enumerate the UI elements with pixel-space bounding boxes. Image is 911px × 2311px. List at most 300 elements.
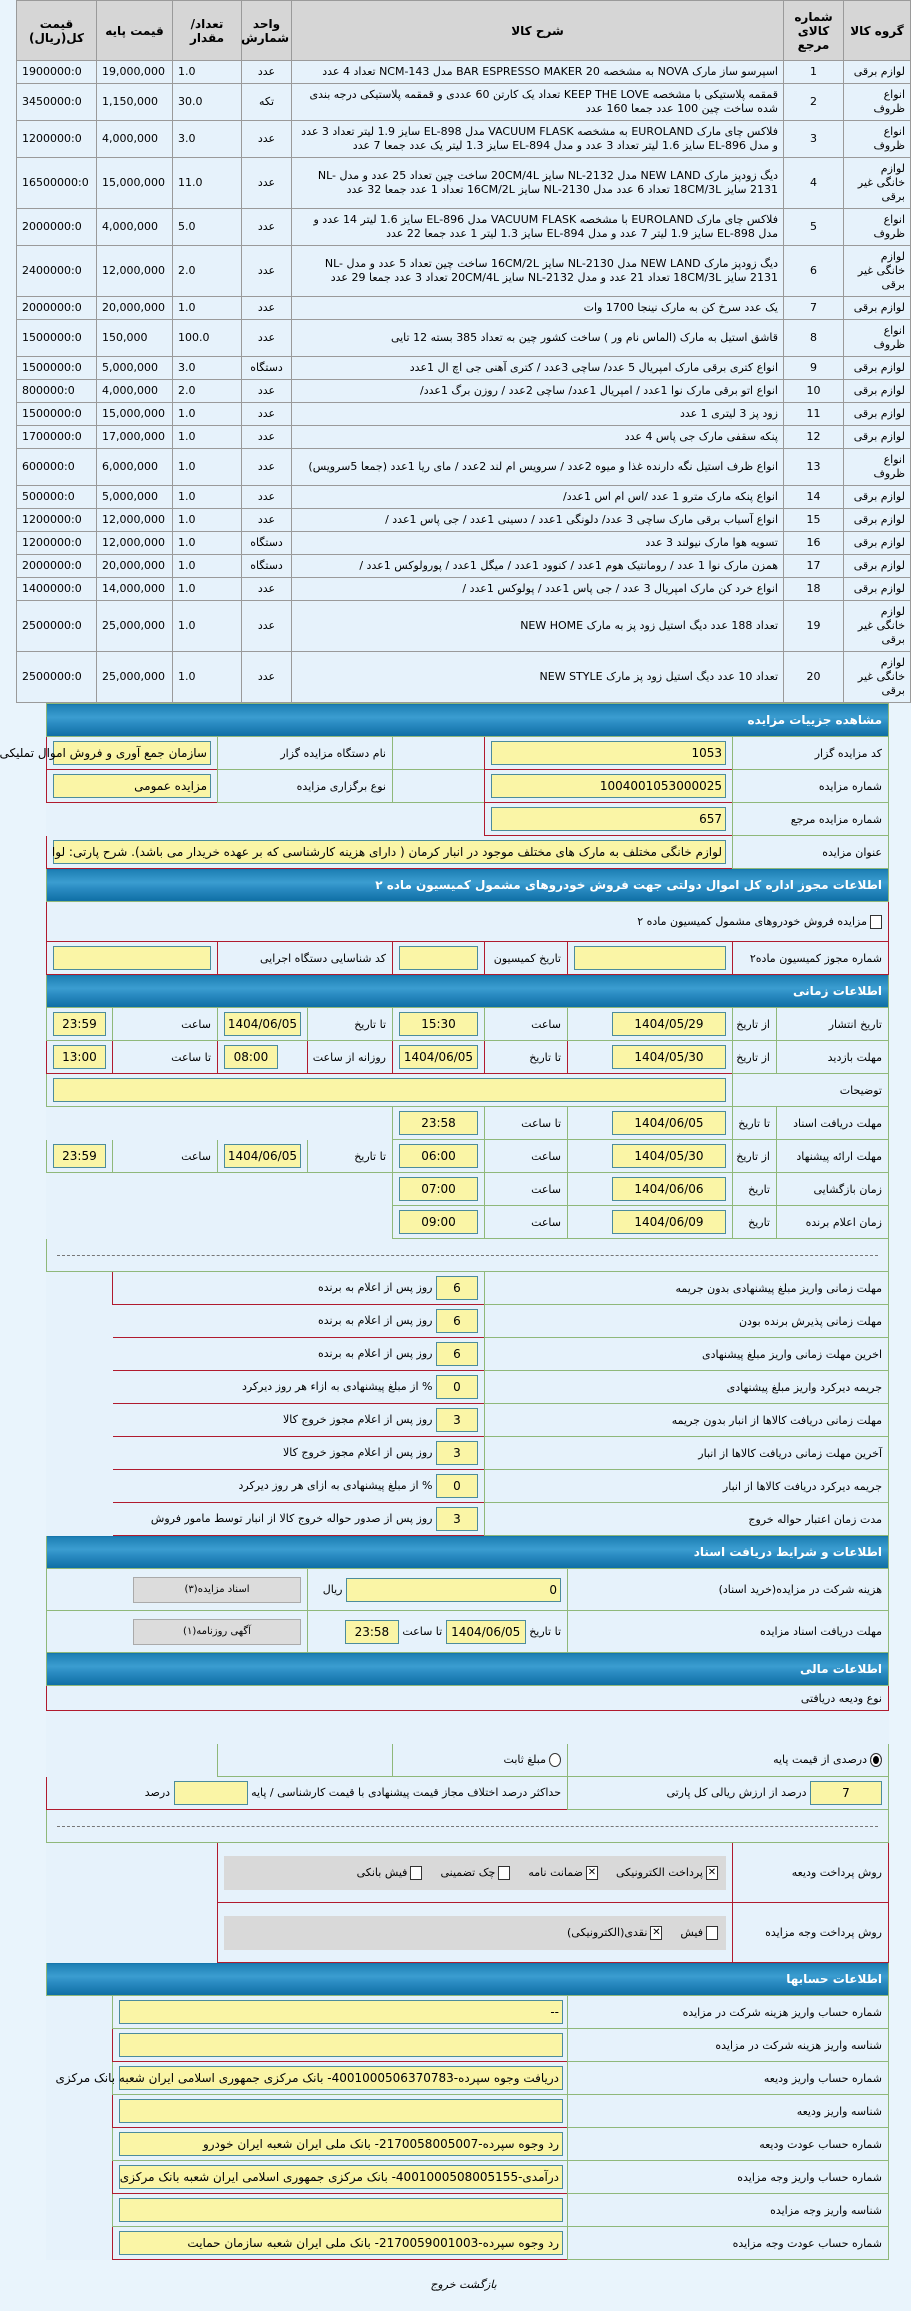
col-group: گروه کالا [844, 1, 911, 61]
cell-desc: انواع پنکه مارک مترو 1 عدد /اس ام اس 1عدد/ [292, 486, 784, 509]
label-ref: شماره مزایده مرجع [733, 803, 889, 836]
label-to-date: تا تاریخ [529, 1624, 561, 1638]
field-ref[interactable]: 657 [491, 807, 726, 831]
deadline-row [46, 1437, 888, 1470]
cell-group: انواع ظروف [844, 84, 911, 121]
percent-suffix: درصد از ارزش ریالی کل پارتی [666, 1786, 807, 1799]
checkbox-icon[interactable] [498, 1866, 510, 1880]
cell-desc: تعداد 188 عدد دیگ استیل زود پز به مارک NEW HOME [292, 601, 784, 652]
label-to-date: تا تاریخ [308, 1008, 393, 1041]
field-org[interactable]: سازمان جمع آوری و فروش اموال تملیکی [53, 741, 211, 765]
cell-qty: 1.0 [173, 403, 242, 426]
cell-total: 1500000:0 [17, 403, 97, 426]
account-row [46, 2029, 888, 2062]
table-row [17, 121, 911, 158]
field-visit-daily-to[interactable]: 13:00 [53, 1045, 106, 1069]
cell-base-price: 14,000,000 [97, 578, 173, 601]
cell-base-price: 20,000,000 [97, 297, 173, 320]
cell-base-price: 4,000,000 [97, 121, 173, 158]
items-header-row [17, 1, 911, 61]
field-notes[interactable] [53, 1078, 726, 1102]
account-field[interactable]: رد وجوه سپرده-2170058005007- بانک ملی ایران شعبه ایران خودرو [119, 2132, 563, 2156]
table-row [17, 426, 911, 449]
field-offer-to-time[interactable]: 23:59 [53, 1144, 106, 1168]
col-total: قیمت کل(ریال) [17, 1, 97, 61]
table-row [17, 158, 911, 209]
field-publish-to-time[interactable]: 23:59 [53, 1012, 106, 1036]
field-publish-from[interactable]: 1404/05/29 [612, 1012, 726, 1036]
field-permit-no[interactable] [574, 946, 726, 970]
label-exec-code: کد شناسایی دستگاه اجرایی [218, 942, 393, 975]
checked-checkbox-icon[interactable]: ✕ [707, 1866, 717, 1878]
deadline-row [46, 1338, 888, 1371]
cell-group: لوازم برقی [844, 380, 911, 403]
cell-total: 2400000:0 [17, 246, 97, 297]
label-hour: ساعت [485, 1206, 568, 1239]
deadline-label: جریمه دیرکرد دریافت کالاها از انبار [485, 1470, 889, 1503]
cell-ref: 4 [784, 158, 844, 209]
cell-total: 2000000:0 [17, 209, 97, 246]
cell-desc: پنکه سقفی مارک جی پاس 4 عدد [292, 426, 784, 449]
label-permit-no: شماره مجوز کمیسیون ماده۲ [733, 942, 889, 975]
cell-qty: 1.0 [173, 601, 242, 652]
table-row [17, 555, 911, 578]
cell-qty: 1.0 [173, 486, 242, 509]
deadline-value[interactable]: 3 [436, 1441, 478, 1465]
cell-ref: 12 [784, 426, 844, 449]
field-winner-date[interactable]: 1404/06/09 [612, 1210, 726, 1234]
deadline-value[interactable]: 0 [436, 1375, 478, 1399]
cell-ref: 9 [784, 357, 844, 380]
label-deposit-method: روش پرداخت ودیعه [733, 1843, 889, 1903]
cell-ref: 15 [784, 509, 844, 532]
cell-total: 1200000:0 [17, 121, 97, 158]
table-row [17, 84, 911, 121]
account-label: شناسه واریز هزینه شرکت در مزایده [568, 2029, 889, 2062]
cell-desc: دیگ زودپز مارک NEW LAND مدل NL-2132 سایز 20CM/4L ساخت چین تعداد 25 عدد و مدل NL-2131 سایز 18CM/3L تعداد 6 عدد مدل NL-2130 سایز 16CM/2L تعداد 1 عدد جمعا 32 عدد [292, 158, 784, 209]
cell-group: لوازم خانگی غیر برقی [844, 601, 911, 652]
section-header-details: مشاهده جزییات مزایده [46, 704, 888, 737]
auction-docs-button[interactable]: اسناد مزایده(۳) [133, 1577, 301, 1603]
cell-unit: دستگاه [242, 555, 292, 578]
deadline-suffix: روز پس از اعلام به برنده [317, 1347, 433, 1360]
table-row [17, 652, 911, 703]
cell-group: لوازم برقی [844, 403, 911, 426]
cell-desc: انواع خرد کن مارک امپریال 3 عدد / جی پاس 1عدد / پولوکس 1عدد / [292, 578, 784, 601]
checked-checkbox-icon[interactable]: ✕ [587, 1866, 597, 1878]
label-hour: ساعت [485, 1140, 568, 1173]
method-option[interactable] [528, 1866, 598, 1879]
label-to-hour: تا ساعت [402, 1624, 443, 1638]
cell-base-price: 12,000,000 [97, 509, 173, 532]
section-header-timing: اطلاعات زمانی [46, 975, 888, 1008]
account-label: شماره حساب عودت ودیعه [568, 2128, 889, 2161]
cell-base-price: 20,000,000 [97, 555, 173, 578]
cell-total: 1200000:0 [17, 532, 97, 555]
label-visit: مهلت بازدید [777, 1041, 889, 1074]
method-option[interactable] [680, 1926, 718, 1939]
label-subject: عنوان مزایده [733, 836, 889, 869]
table-row [17, 486, 911, 509]
cell-total: 2000000:0 [17, 555, 97, 578]
account-label: شناسه واریز وجه مزایده [568, 2194, 889, 2227]
label-to-hour: تا ساعت [485, 1107, 568, 1140]
cell-qty: 2.0 [173, 246, 242, 297]
radio-fixed[interactable] [549, 1753, 561, 1767]
label-payment-method: روش پرداخت وجه مزایده [733, 1903, 889, 1963]
field-deposit-percent[interactable]: 7 [810, 1781, 882, 1805]
label-date: تاریخ [733, 1173, 777, 1206]
table-row [17, 601, 911, 652]
cell-base-price: 4,000,000 [97, 380, 173, 403]
cell-unit: عدد [242, 601, 292, 652]
table-row [17, 209, 911, 246]
cell-group: لوازم برقی [844, 486, 911, 509]
label-code: کد مزایده گزار [733, 737, 889, 770]
cell-desc: فلاکس چای مارک EUROLAND با مشخصه VACUUM FLASK مدل EL-896 سایز 1.6 لیتر 14 عدد و مدل EL-898 سایز 1.9 لیتر 7 عدد و مدل EL-894 سایز 1.3 لیتر 1 عدد جمعا 22 عدد [292, 209, 784, 246]
cell-total: 1200000:0 [17, 509, 97, 532]
table-row [17, 532, 911, 555]
cell-unit: دستگاه [242, 532, 292, 555]
cell-group: انواع ظروف [844, 209, 911, 246]
cell-ref: 1 [784, 61, 844, 84]
cell-unit: عدد [242, 509, 292, 532]
cell-total: 2500000:0 [17, 601, 97, 652]
field-docs-to[interactable]: 1404/06/05 [612, 1111, 726, 1135]
deadline-suffix: روز پس از صدور حواله خروج کالا از انبار توسط مامور فروش [150, 1512, 433, 1525]
field-visit-from[interactable]: 1404/05/30 [612, 1045, 726, 1069]
field-visit-to[interactable]: 1404/06/05 [399, 1045, 478, 1069]
account-row [46, 2095, 888, 2128]
cell-unit: عدد [242, 297, 292, 320]
field-max-diff[interactable] [174, 1781, 248, 1805]
cell-unit: عدد [242, 486, 292, 509]
cell-desc: همزن مارک نوا 1 عدد / رومانتیک هوم 1عدد / کنوود 1عدد / میگل 1عدد / پورولوکس 1عدد / [292, 555, 784, 578]
section-header-financial: اطلاعات مالی [46, 1653, 888, 1686]
section-header-documents: اطلاعات و شرایط دریافت اسناد [46, 1536, 888, 1569]
cell-group: لوازم برقی [844, 532, 911, 555]
method-label: فیش بانکی [356, 1865, 408, 1879]
field-exec-code[interactable] [53, 946, 211, 970]
cell-total: 3450000:0 [17, 84, 97, 121]
cell-desc: فلاکس چای مارک EUROLAND به مشخصه VACUUM FLASK مدل EL-898 سایز 1.9 لیتر تعداد 3 عدد و مدل EL-896 سایز 1.6 لیتر تعداد 3 عدد و مدل EL-894 سایز 1.3 لیتر یک عدد جمعا 7 عدد [292, 121, 784, 158]
cell-qty: 30.0 [173, 84, 242, 121]
cell-base-price: 25,000,000 [97, 601, 173, 652]
method-label: چک تضمینی [440, 1865, 496, 1879]
account-label: شناسه واریز ودیعه [568, 2095, 889, 2128]
cell-group: لوازم برقی [844, 297, 911, 320]
cell-desc: انواع ظرف استیل نگه دارنده غذا و میوه 2عدد / سرویس ام لند 2عدد / مای ریا 1عدد (جمعا 5سرویس) [292, 449, 784, 486]
field-commission-date[interactable] [399, 946, 478, 970]
method-option[interactable] [616, 1866, 718, 1879]
field-opening-date[interactable]: 1404/06/06 [612, 1177, 726, 1201]
col-unit: واحد شمارش [242, 1, 292, 61]
account-field[interactable] [119, 2033, 563, 2057]
label-to-date: تا تاریخ [485, 1041, 568, 1074]
back-link[interactable]: بازگشت [459, 2278, 497, 2291]
cell-qty: 3.0 [173, 121, 242, 158]
label-to-date: تا تاریخ [308, 1140, 393, 1173]
deadline-row [46, 1470, 888, 1503]
method-label: نقدی(الکترونیکی) [566, 1925, 648, 1939]
currency-label: ریال [322, 1582, 343, 1596]
deadline-row [46, 1305, 888, 1338]
cell-unit: عدد [242, 320, 292, 357]
table-row [17, 380, 911, 403]
cell-unit: عدد [242, 578, 292, 601]
deadline-suffix: % از مبلغ پیشنهادی به ازای هر روز دیرکرد [238, 1479, 433, 1492]
cell-ref: 11 [784, 403, 844, 426]
account-label: شماره حساب واریز ودیعه [568, 2062, 889, 2095]
method-option[interactable] [357, 1866, 423, 1879]
cell-qty: 1.0 [173, 652, 242, 703]
account-label: شماره حساب واریز وجه مزایده [568, 2161, 889, 2194]
cell-unit: عدد [242, 121, 292, 158]
deadline-value[interactable]: 6 [436, 1342, 478, 1366]
cell-unit: تکه [242, 84, 292, 121]
method-label: پرداخت الکترونیکی [616, 1865, 703, 1879]
label-commission-date: تاریخ کمیسیون [485, 942, 568, 975]
commission-checkbox[interactable] [870, 915, 882, 929]
deadline-value[interactable]: 6 [436, 1276, 478, 1300]
cell-desc: تعداد 10 عدد دیگ استیل زود پز مارک NEW STYLE [292, 652, 784, 703]
cell-unit: دستگاه [242, 357, 292, 380]
section-header-permit: اطلاعات مجوز اداره کل اموال دولتی جهت فروش خودروهای مشمول کمیسیون ماده ۲ [46, 869, 888, 902]
account-row [46, 2128, 888, 2161]
deadline-suffix: روز پس از اعلام مجوز خروج کالا [283, 1446, 433, 1459]
cell-base-price: 12,000,000 [97, 532, 173, 555]
field-offer-from-time[interactable]: 06:00 [399, 1144, 478, 1168]
cell-qty: 2.0 [173, 380, 242, 403]
cell-desc: اسپرسو ساز مارک NOVA به مشخصه BAR ESPRESSO MAKER 20 مدل NCM-143 تعداد 4 عدد [292, 61, 784, 84]
field-type[interactable]: مزایده عمومی [53, 774, 211, 798]
cell-group: لوازم برقی [844, 357, 911, 380]
account-field[interactable] [119, 2198, 563, 2222]
label-date: تاریخ [733, 1206, 777, 1239]
deadline-value[interactable]: 3 [436, 1507, 478, 1531]
label-notes: توضیحات [733, 1074, 889, 1107]
field-visit-daily-from[interactable]: 08:00 [224, 1045, 278, 1069]
field-number[interactable]: 1004001053000025 [491, 774, 726, 798]
checked-checkbox-icon[interactable]: ✕ [652, 1926, 661, 1938]
deadline-label: جریمه دیرکرد واریز مبلغ پیشنهادی [485, 1371, 889, 1404]
cell-desc: دیگ زودپز مارک NEW LAND مدل NL-2130 سایز 16CM/2L ساخت چین تعداد 5 عدد و مدل NL-2131 سایز 18CM/3L تعداد 21 عدد و مدل NL-2132 سایز 20CM/4L تعداد 3 عدد جمعا 29 عدد [292, 246, 784, 297]
cell-qty: 5.0 [173, 209, 242, 246]
cell-desc: تسویه هوا مارک نیولند 3 عدد [292, 532, 784, 555]
deadline-label: مهلت زمانی پذیرش برنده بودن [485, 1305, 889, 1338]
exit-link[interactable]: خروج [430, 2278, 456, 2291]
label-type: نوع برگزاری مزایده [218, 770, 393, 803]
table-row [17, 61, 911, 84]
account-field[interactable]: -- [119, 2000, 563, 2024]
cell-ref: 3 [784, 121, 844, 158]
footer-links [16, 2260, 911, 2311]
cell-qty: 1.0 [173, 578, 242, 601]
deadline-label: مهلت زمانی دریافت کالاها از انبار بدون جریمه [485, 1404, 889, 1437]
cell-group: لوازم برقی [844, 509, 911, 532]
label-max-diff: حداکثر درصد اختلاف مجاز قیمت پیشنهادی با قیمت کارشناسی / پایه [251, 1786, 561, 1799]
radio-fixed-label: مبلغ ثابت [503, 1753, 546, 1766]
label-hour: ساعت [485, 1173, 568, 1206]
field-code[interactable]: 1053 [491, 741, 726, 765]
cell-base-price: 15,000,000 [97, 403, 173, 426]
cell-total: 1500000:0 [17, 357, 97, 380]
cell-total: 2500000:0 [17, 652, 97, 703]
cell-unit: عدد [242, 403, 292, 426]
items-table [16, 0, 911, 703]
label-opening: زمان بازگشایی [777, 1173, 889, 1206]
label-doc-deadline: مهلت دریافت اسناد مزایده [568, 1611, 889, 1653]
cell-ref: 16 [784, 532, 844, 555]
account-row [46, 1996, 888, 2029]
col-ref: شماره کالای مرجع [784, 1, 844, 61]
cell-ref: 6 [784, 246, 844, 297]
checkbox-icon[interactable] [410, 1866, 422, 1880]
cell-base-price: 5,000,000 [97, 486, 173, 509]
cell-unit: عدد [242, 158, 292, 209]
cell-desc: زود پز 3 لیتری 1 عدد [292, 403, 784, 426]
cell-base-price: 5,000,000 [97, 357, 173, 380]
label-docs-deadline: مهلت دریافت اسناد [777, 1107, 889, 1140]
deadline-label: آخرین مهلت زمانی دریافت کالاها از انبار [485, 1437, 889, 1470]
account-field[interactable] [119, 2099, 563, 2123]
account-field[interactable]: رد وجوه سپرده-2170059001003- بانک ملی ایران شعبه سازمان حمایت [119, 2231, 563, 2255]
deadline-value[interactable]: 3 [436, 1408, 478, 1432]
method-option[interactable] [440, 1866, 510, 1879]
cell-base-price: 1,150,000 [97, 84, 173, 121]
field-winner-time[interactable]: 09:00 [399, 1210, 478, 1234]
deadline-value[interactable]: 0 [436, 1474, 478, 1498]
label-from-date: از تاریخ [733, 1140, 777, 1173]
cell-total: 500000:0 [17, 486, 97, 509]
field-docs-to-time[interactable]: 23:58 [399, 1111, 478, 1135]
divider [57, 1255, 878, 1256]
field-doc-time[interactable]: 23:58 [345, 1620, 399, 1644]
cell-total: 1400000:0 [17, 578, 97, 601]
cell-qty: 1.0 [173, 61, 242, 84]
cell-base-price: 12,000,000 [97, 246, 173, 297]
label-to-date: تا تاریخ [733, 1107, 777, 1140]
account-row [46, 2194, 888, 2227]
field-offer-from[interactable]: 1404/05/30 [612, 1144, 726, 1168]
cell-base-price: 6,000,000 [97, 449, 173, 486]
cell-group: لوازم خانگی غیر برقی [844, 652, 911, 703]
col-base-price: قیمت پایه [97, 1, 173, 61]
cell-unit: عدد [242, 209, 292, 246]
cell-base-price: 25,000,000 [97, 652, 173, 703]
cell-group: لوازم برقی [844, 555, 911, 578]
method-label: ضمانت نامه [528, 1865, 583, 1879]
cell-unit: عدد [242, 61, 292, 84]
deadline-row [46, 1503, 888, 1536]
cell-base-price: 17,000,000 [97, 426, 173, 449]
cell-qty: 1.0 [173, 297, 242, 320]
method-option[interactable] [567, 1926, 662, 1939]
checkbox-icon[interactable] [706, 1926, 718, 1940]
account-row [46, 2161, 888, 2194]
label-publish: تاریخ انتشار [777, 1008, 889, 1041]
cell-qty: 1.0 [173, 449, 242, 486]
cell-desc: قمقمه پلاستیکی با مشخصه KEEP THE LOVE تعداد یک کارتن 60 عددی و قمقمه پلاستیکی درجه بندی شده ساخت چین 100 عدد جمعا 160 عدد [292, 84, 784, 121]
field-publish-to[interactable]: 1404/06/05 [224, 1012, 301, 1036]
label-number: شماره مزایده [733, 770, 889, 803]
field-publish-from-time[interactable]: 15:30 [399, 1012, 478, 1036]
cell-total: 1500000:0 [17, 320, 97, 357]
col-qty: تعداد/مقدار [173, 1, 242, 61]
field-subject[interactable]: لوازم خانگی مختلف به مارک های مختلف موجود در انبار کرمان ( دارای هزینه کارشناسی که بر عهده خریدار می باشد). شرح پارتی: لوا [53, 840, 726, 864]
cell-qty: 1.0 [173, 509, 242, 532]
cell-desc: انواع آسیاب برقی مارک ساچی 3 عدد/ دلونگی 1عدد / دسینی 1عدد / جی پاس 1عدد / [292, 509, 784, 532]
table-row [17, 578, 911, 601]
account-field[interactable]: دریافت وجوه سپرده-4001000506370783- بانک مرکزی جمهوری اسلامی ایران شعبه بانک مرکزی [119, 2066, 563, 2090]
cell-unit: عدد [242, 652, 292, 703]
cell-total: 2000000:0 [17, 297, 97, 320]
table-row [17, 297, 911, 320]
deadline-value[interactable]: 6 [436, 1309, 478, 1333]
cell-base-price: 4,000,000 [97, 209, 173, 246]
cell-unit: عدد [242, 380, 292, 403]
deadline-suffix: روز پس از اعلام به برنده [317, 1314, 433, 1327]
account-field[interactable]: درآمدی-4001000508005155- بانک مرکزی جمهوری اسلامی ایران شعبه بانک مرکزی [119, 2165, 563, 2189]
cell-desc: انواع کتری برقی مارک امپریال 5 عدد/ ساچی 3عدد / کتری آهنی جی اچ ال 1عدد [292, 357, 784, 380]
cell-base-price: 15,000,000 [97, 158, 173, 209]
cell-ref: 7 [784, 297, 844, 320]
field-doc-fee[interactable]: 0 [346, 1578, 561, 1602]
deadline-label: مهلت زمانی واریز مبلغ پیشنهادی بدون جریمه [485, 1272, 889, 1305]
field-opening-time[interactable]: 07:00 [399, 1177, 478, 1201]
cell-qty: 11.0 [173, 158, 242, 209]
radio-percent-label: درصدی از قیمت پایه [773, 1753, 867, 1766]
cell-unit: عدد [242, 449, 292, 486]
cell-ref: 19 [784, 601, 844, 652]
deposit-methods-group [224, 1856, 726, 1890]
table-row [17, 449, 911, 486]
cell-ref: 17 [784, 555, 844, 578]
field-offer-to[interactable]: 1404/06/05 [224, 1144, 301, 1168]
newspaper-ad-button[interactable]: آگهی روزنامه(۱) [133, 1619, 301, 1645]
commission-checkbox-label: مزایده فروش خودروهای مشمول کمیسیون ماده ۲ [637, 914, 867, 928]
cell-qty: 1.0 [173, 555, 242, 578]
cell-desc: یک عدد سرخ کن به مارک نینجا 1700 وات [292, 297, 784, 320]
table-row [17, 403, 911, 426]
deadline-row [46, 1272, 888, 1305]
auction-details-panel [0, 703, 889, 2260]
cell-base-price: 19,000,000 [97, 61, 173, 84]
account-row [46, 2062, 888, 2095]
deadline-row [46, 1371, 888, 1404]
cell-qty: 1.0 [173, 532, 242, 555]
cell-qty: 100.0 [173, 320, 242, 357]
cell-total: 16500000:0 [17, 158, 97, 209]
radio-percent[interactable] [870, 1753, 882, 1767]
label-from-date: از تاریخ [733, 1041, 777, 1074]
table-row [17, 320, 911, 357]
cell-ref: 8 [784, 320, 844, 357]
cell-base-price: 150,000 [97, 320, 173, 357]
cell-unit: عدد [242, 426, 292, 449]
cell-group: انواع ظروف [844, 449, 911, 486]
account-label: شماره حساب عودت وجه مزایده [568, 2227, 889, 2260]
cell-ref: 18 [784, 578, 844, 601]
cell-ref: 20 [784, 652, 844, 703]
deadline-suffix: روز پس از اعلام مجوز خروج کالا [283, 1413, 433, 1426]
cell-ref: 2 [784, 84, 844, 121]
cell-ref: 13 [784, 449, 844, 486]
field-doc-date[interactable]: 1404/06/05 [446, 1620, 526, 1644]
cell-group: لوازم خانگی غیر برقی [844, 246, 911, 297]
label-from-date: از تاریخ [733, 1008, 777, 1041]
cell-total: 1700000:0 [17, 426, 97, 449]
